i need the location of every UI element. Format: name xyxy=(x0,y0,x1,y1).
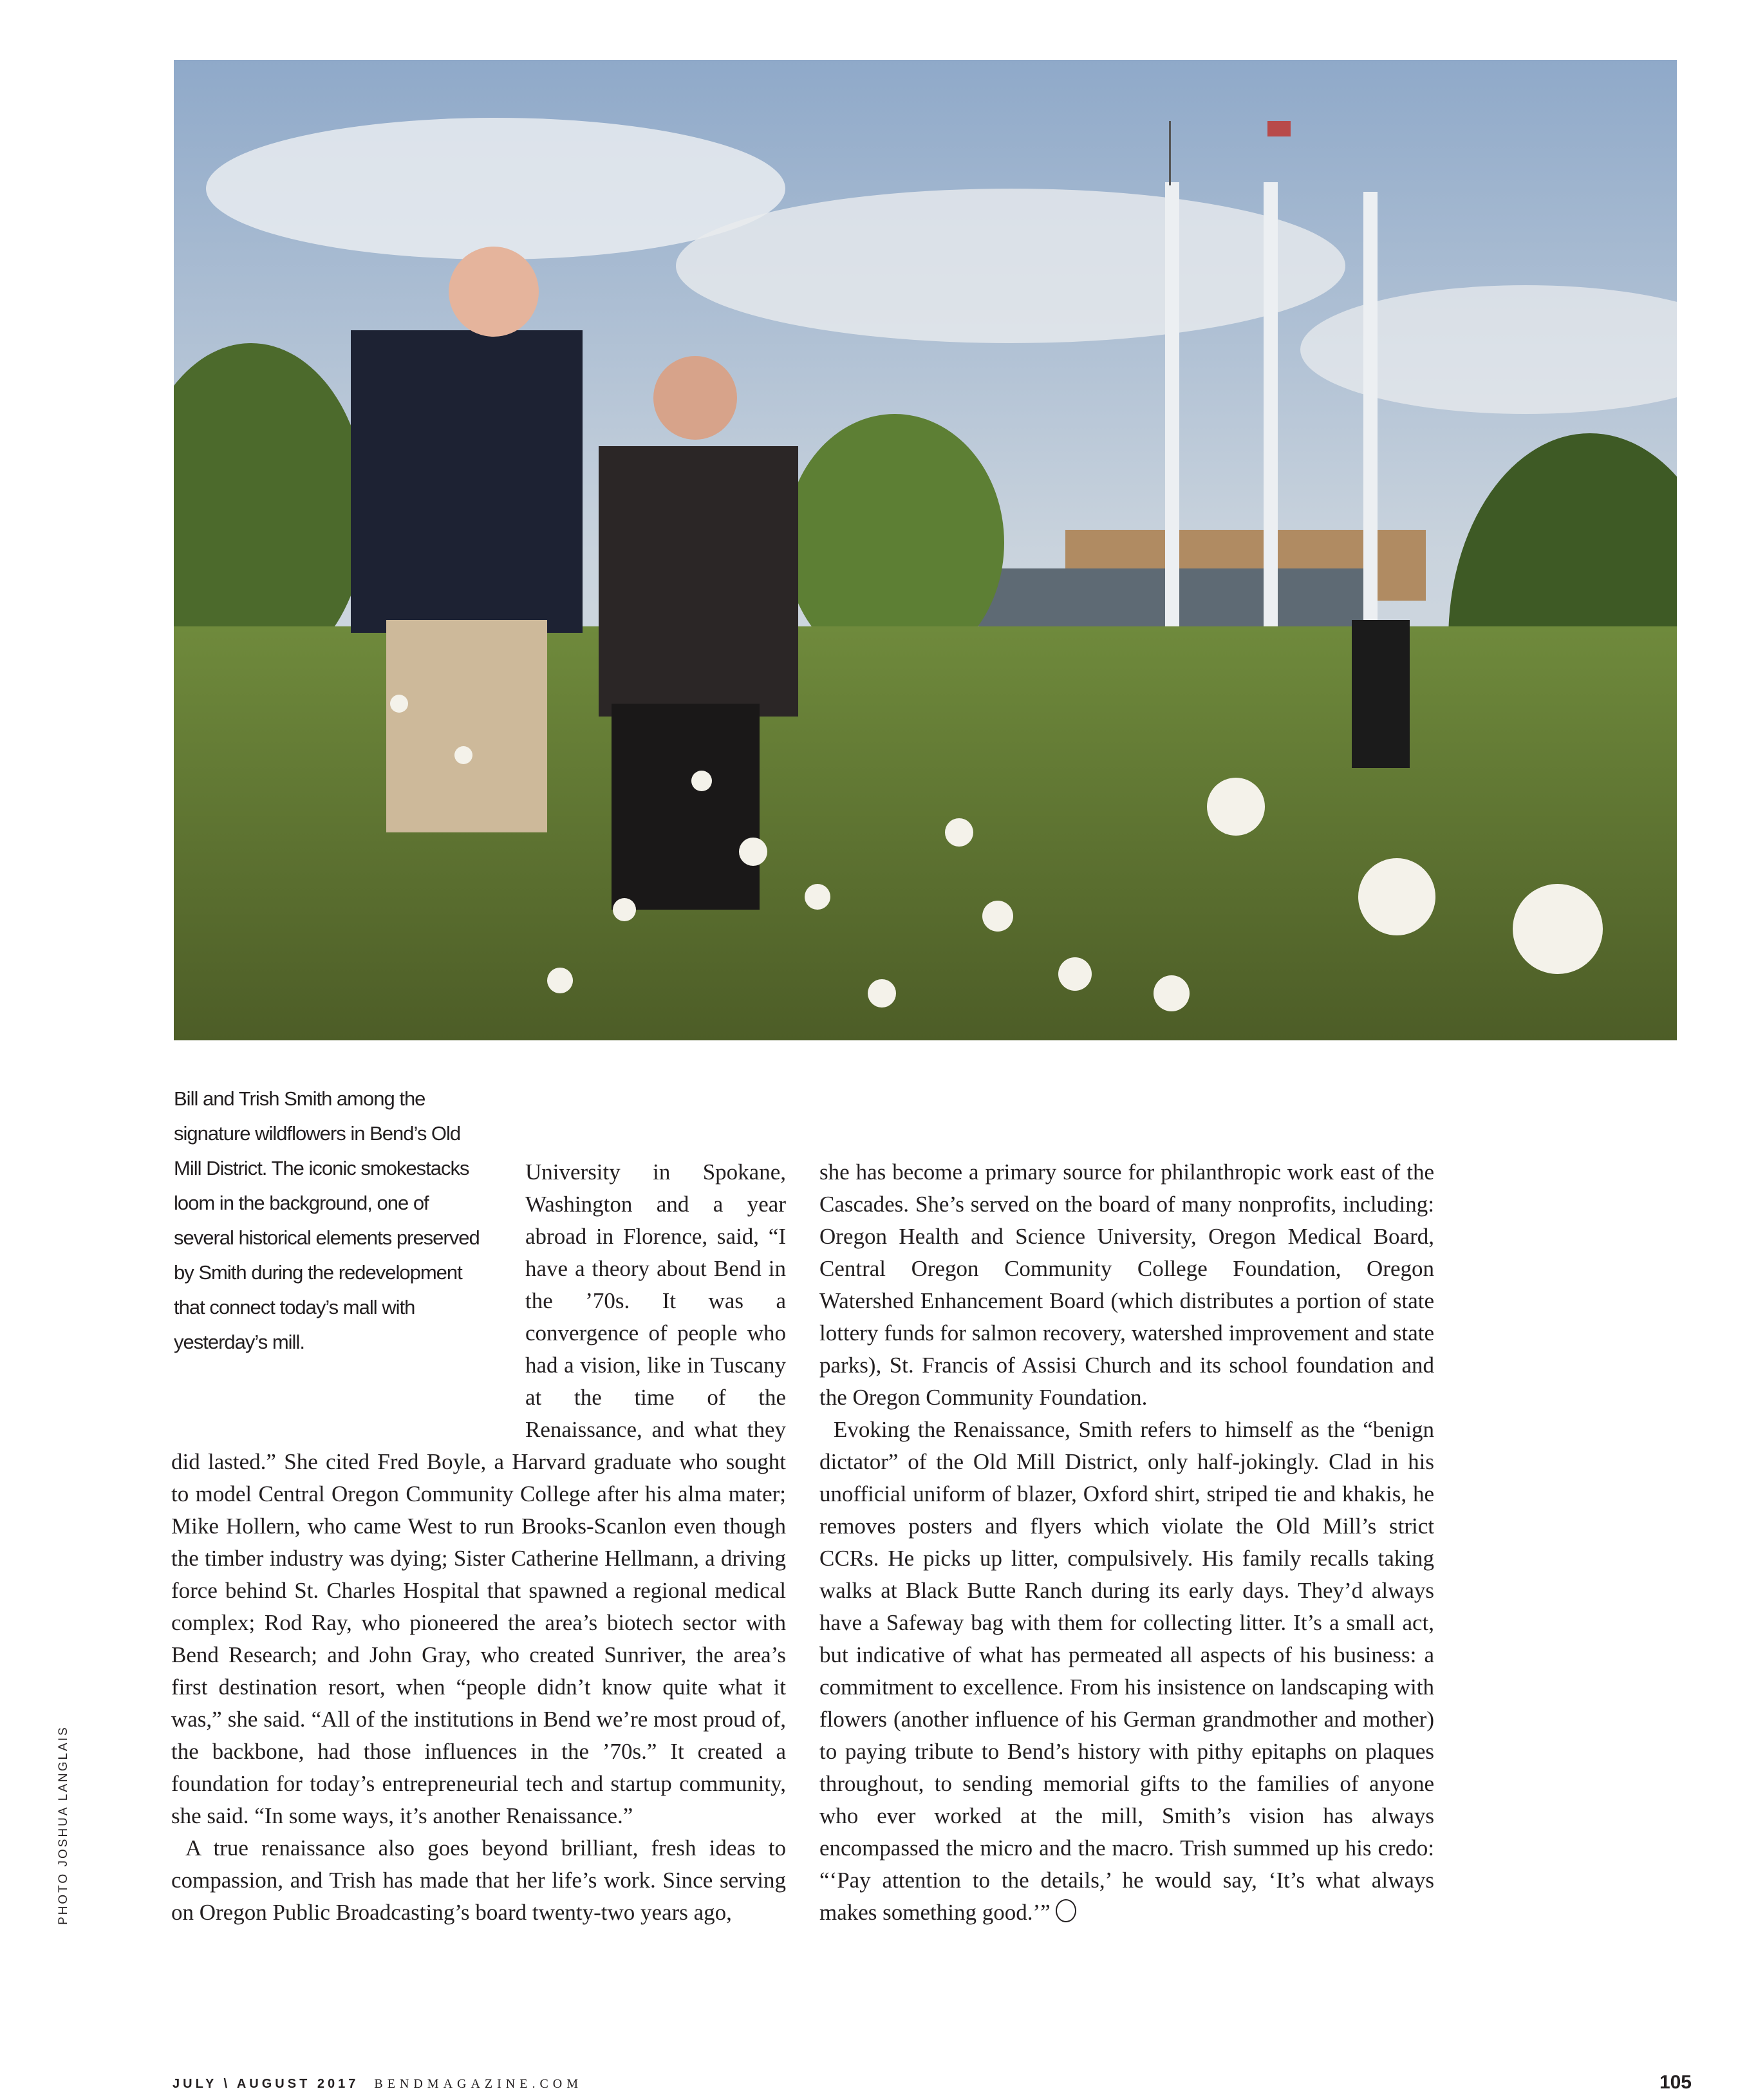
photo-caption: Bill and Trish Smith among the signature wildflowers in Bend’s Old Mill District. The iconic smokestacks loom in the background, one of several historical elements preserved by Smith during the redevelopment that connect today’s mall with yesterday’s mill. xyxy=(174,1087,480,1353)
article-column-1 xyxy=(171,1156,786,1929)
website: BENDMAGAZINE.COM xyxy=(374,2077,583,2091)
paragraph: University in Spokane, Washington and a year abroad in Florence, said, “I have a theory about Bend in the ’70s. It was a convergence of people who had a vision, like in Tuscany at the time of the Renaissance, and what they did lasted.” She cited Fred Boyle, a Harvard graduate who sought to model Central Oregon Community College after his alma mater; Mike Hollern, who came West to run Brooks-Scanlon even though the timber industry was dying; Sister Catherine Hellmann, a driving force behind St. Charles Hospital that spawned a regional medical complex; Rod Ray, who pioneered the area’s biotech sector with Bend Research; and John Gray, who created Sunriver, the area’s first destination resort, when “people didn’t know quite what it was,” she said. “All of the institutions in Bend we’re most proud of, the backbone, had those influences in the ’70s.” It created a foundation for today’s entrepreneurial tech and startup community, she said. “In some ways, it’s another Renaissance.” xyxy=(171,1159,786,1828)
article-column-2 xyxy=(819,1156,1434,1929)
page-footer xyxy=(173,2077,583,2092)
bend-end-mark-icon xyxy=(1056,1899,1076,1922)
article-photo xyxy=(174,60,1677,1040)
photo-illustration xyxy=(174,60,1677,1040)
caption-spacer xyxy=(171,1156,525,1446)
paragraph: she has become a primary source for philanthropic work east of the Cascades. She’s served on the board of many nonprofits, including: Oregon Health and Science University, Oregon Medical Board, Central Oregon Community College Foundation, Oregon Watershed Enhancement Board (which distributes a portion of state lottery funds for salmon recovery, watershed improvement and state parks), St. Francis of Assisi Church and its school foundation and the Oregon Community Foundation. xyxy=(819,1159,1434,1410)
paragraph xyxy=(819,1414,1434,1929)
page-number: 105 xyxy=(1659,2072,1692,2093)
paragraph-text: Evoking the Renaissance, Smith refers to himself as the “benign dictator” of the Old Mill District, only half-jokingly. Clad in his unofficial uniform of blazer, Oxford shirt, striped tie and khakis, he removes posters and flyers which violate the Old Mill’s strict CCRs. He picks up litter, compulsively. His family recalls taking walks at Black Butte Ranch during its early days. They’d always have a Safeway bag with them for collecting litter. It’s a small act, but indicative of what has permeated all aspects of his business: a commitment to excellence. From his insistence on landscaping with flowers (another influence of his German grandmother and mother) to paying tribute to Bend’s history with pithy epitaphs on plaques throughout, to sending memorial gifts to the families of anyone who ever worked at the mill, Smith’s vision has always encompassed the micro and the macro. Trish summed up his credo: “‘Pay attention to the details,’ he would say, ‘It’s what always makes something good.’” xyxy=(819,1417,1434,1925)
paragraph: A true renaissance also goes beyond brilliant, fresh ideas to compassion, and Trish has made that her life’s work. Since serving on Oregon Public Broadcasting’s board twenty-two years ago, xyxy=(171,1835,786,1925)
issue-date: JULY \ AUGUST 2017 xyxy=(173,2077,359,2091)
photo-credit: PHOTO JOSHUA LANGLAIS xyxy=(57,1725,70,1925)
